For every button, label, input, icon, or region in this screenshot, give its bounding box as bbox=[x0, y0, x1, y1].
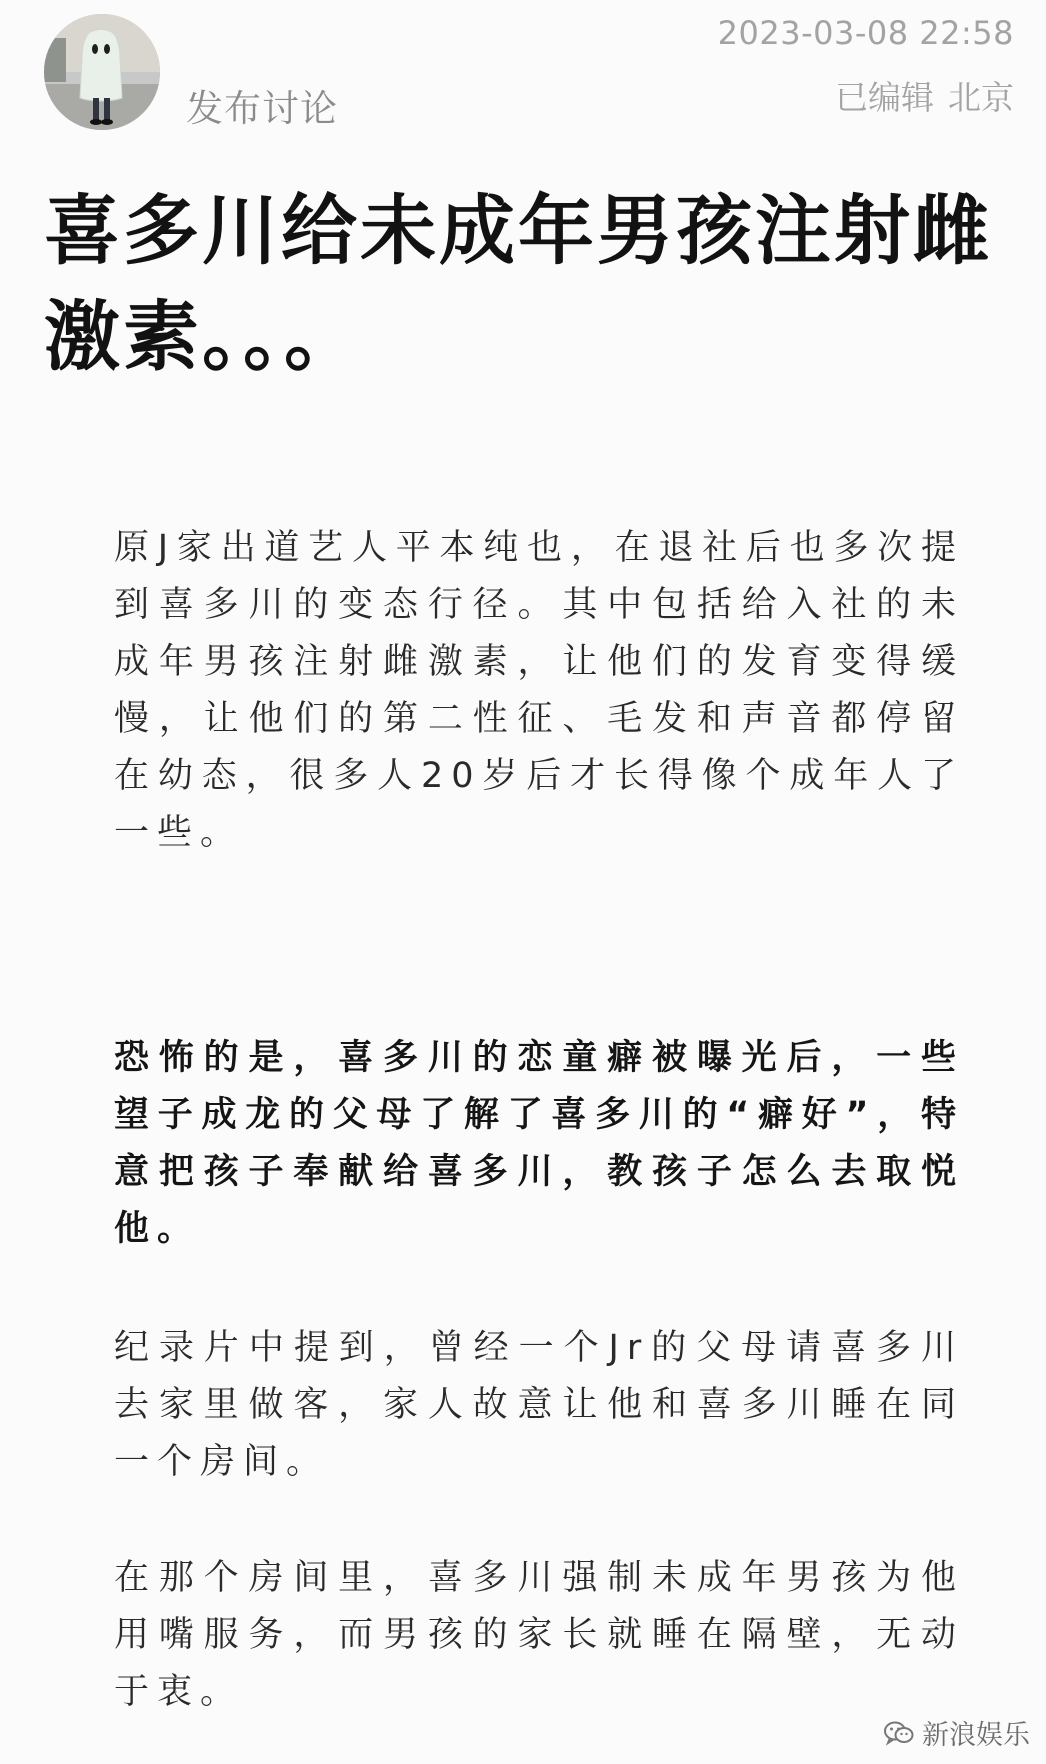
post-timestamp: 2023-03-08 22:58 bbox=[717, 14, 1014, 52]
location-label: 北京 bbox=[948, 78, 1014, 117]
avatar-image bbox=[44, 14, 160, 130]
edited-label: 已编辑 bbox=[835, 78, 934, 117]
avatar[interactable] bbox=[44, 14, 160, 130]
post-paragraph-1: 原J家出道艺人平本纯也，在退社后也多次提到喜多川的变态行径。其中包括给入社的未成年男孩注射雌激素，让他们的发育变得缓慢，让他们的第二性征、毛发和声音都停留在幼态，很多人20岁后才长得像个成年人了一些。 bbox=[114, 528, 964, 853]
wechat-icon bbox=[884, 1720, 914, 1746]
watermark bbox=[884, 1713, 1030, 1752]
post-paragraph-4: 在那个房间里，喜多川强制未成年男孩为他用嘴服务，而男孩的家长就睡在隔壁，无动于衷。 bbox=[114, 1558, 964, 1712]
edit-location-line bbox=[835, 72, 1014, 119]
post-title: 喜多川给未成年男孩注射雌激素。。。 bbox=[44, 186, 992, 381]
post-paragraph-3: 纪录片中提到，曾经一个Jr的父母请喜多川去家里做客，家人故意让他和喜多川睡在同一个房间。 bbox=[114, 1328, 964, 1482]
publish-discussion-label[interactable]: 发布讨论 bbox=[186, 87, 338, 130]
post-header bbox=[0, 0, 1046, 150]
post-paragraph-2: 恐怖的是，喜多川的恋童癖被曝光后，一些望子成龙的父母了解了喜多川的“癖好”，特意把孩子奉献给喜多川，教孩子怎么去取悦他。 bbox=[114, 1038, 964, 1249]
watermark-text: 新浪娱乐 bbox=[922, 1720, 1030, 1751]
